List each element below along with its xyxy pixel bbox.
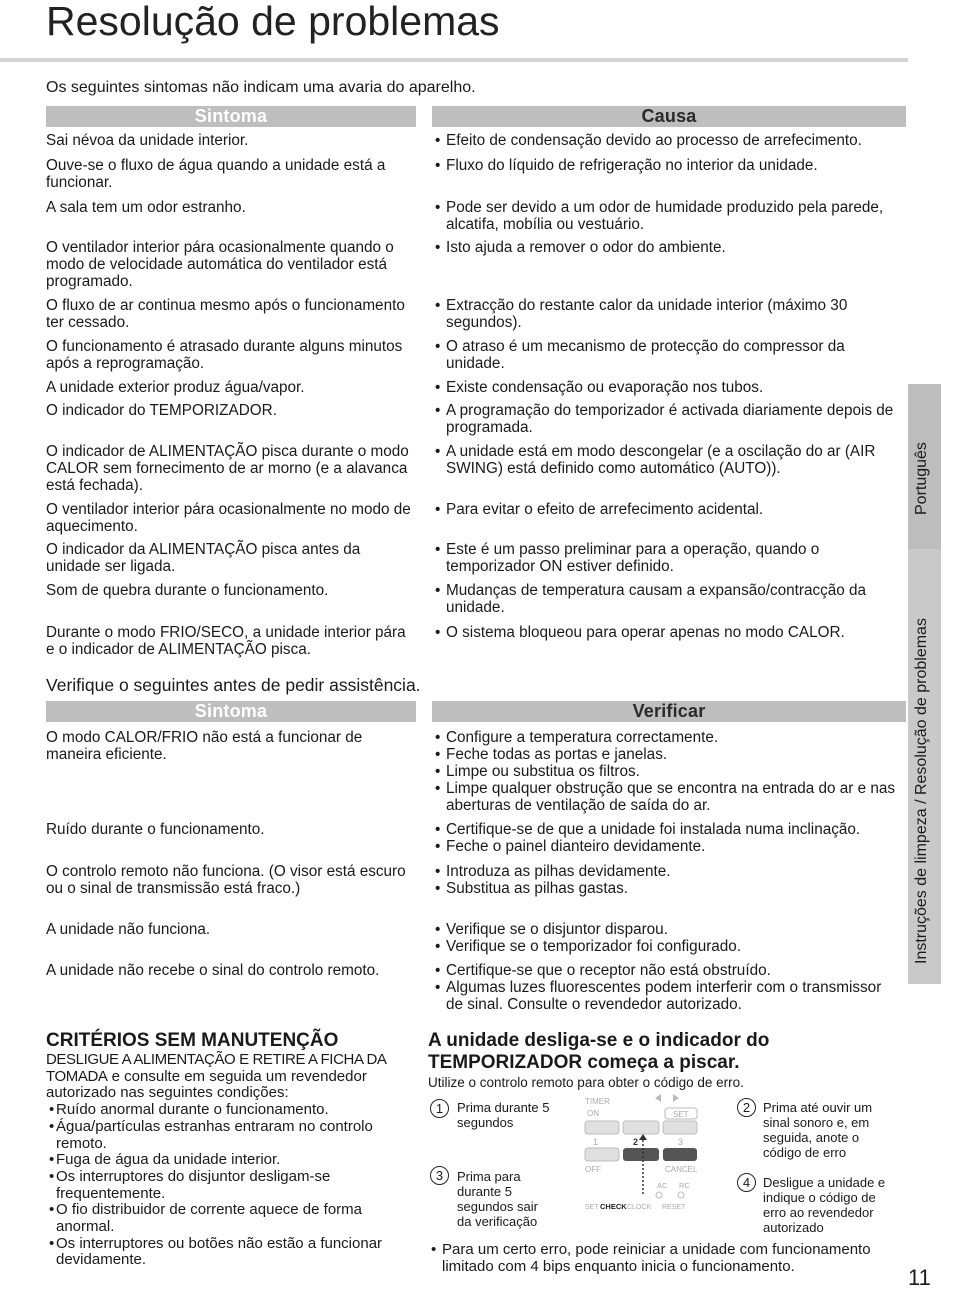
symptom-text: O funcionamento é atrasado durante alguns minutos após a reprogramação.: [46, 338, 403, 372]
remote-key-3: [663, 1121, 697, 1134]
criteria-item: • Os interruptores do disjuntor desligam-se frequentemente.: [46, 1169, 391, 1202]
check-item: • Certifique-se que o receptor não está obstruído.: [432, 962, 902, 979]
remote-key-3-label: 3: [678, 1137, 684, 1147]
remote-key-1-label: 1: [593, 1137, 599, 1147]
step-2-text: Prima até ouvir um sinal sonoro e, em seguida, anote o código de erro: [763, 1100, 873, 1160]
symptom-text: O indicador de ALIMENTAÇÃO pisca durante o modo CALOR sem fornecimento de ar morno (e a alavanca está fechada).: [46, 443, 409, 494]
remote-cancel-label: CANCEL: [665, 1165, 698, 1174]
error-title: A unidade desliga-se e o indicador do TEMPORIZADOR começa a piscar.: [428, 1030, 770, 1073]
remote-key-off: [585, 1148, 619, 1161]
symptom-text: Ouve-se o fluxo de água quando a unidade está a funcionar.: [46, 157, 386, 191]
cause-item: • Efeito de condensação devido ao processo de arrefecimento.: [432, 132, 902, 149]
symptom-header: Sintoma: [46, 106, 416, 127]
remote-reset-label: RESET: [662, 1204, 686, 1211]
cause-item: • O sistema bloqueou para operar apenas no modo CALOR.: [432, 624, 902, 641]
sidebar-section: Instruções de limpeza / Resolução de problemas: [913, 618, 930, 964]
symptom-text: Durante o modo FRIO/SECO, a unidade interior pára e o indicador de ALIMENTAÇÃO pisca.: [46, 624, 406, 658]
step-3-text: Prima para durante 5 segundos sair da verificação: [457, 1169, 538, 1229]
symptom-text: A unidade exterior produz água/vapor.: [46, 379, 305, 396]
symptom-text: A unidade não recebe o sinal do controlo remoto.: [46, 962, 380, 979]
check-header: Verificar: [432, 701, 906, 722]
criteria-item: • O fio distribuidor de corrente aquece de forma anormal.: [46, 1202, 391, 1235]
error-note-item: • Para um certo erro, pode reiniciar a unidade com funcionamento limitado com 4 bips enquanto inicia o funcionamento.: [428, 1241, 898, 1275]
remote-key-1: [585, 1121, 619, 1134]
remote-clock-label: CLOCK: [627, 1204, 652, 1211]
criteria-item: • Fuga de água da unidade interior.: [46, 1152, 391, 1169]
criteria-item: • Ruído anormal durante o funcionamento.: [46, 1102, 391, 1119]
cause-item: • O atraso é um mecanismo de protecção do compressor da unidade.: [432, 338, 902, 372]
check-item: • Configure a temperatura correctamente.: [432, 729, 902, 746]
remote-rc-button: [678, 1192, 684, 1198]
cause-item: • Este é um passo preliminar para a operação, quando o temporizador ON estiver definido.: [432, 541, 902, 575]
check-item: • Verifique se o temporizador foi configurado.: [432, 938, 902, 955]
remote-on-label: ON: [587, 1109, 599, 1118]
troubleshooting-table: [46, 106, 906, 666]
step-4-text: Desligue a unidade e indique o código de erro ao revendedor autorizado: [763, 1175, 886, 1235]
check-item: • Limpe ou substitua os filtros.: [432, 763, 902, 780]
remote-rc-label: RC: [679, 1181, 690, 1190]
check-item: • Verifique se o disjuntor disparou.: [432, 921, 902, 938]
symptom-text: O modo CALOR/FRIO não está a funcionar de maneira eficiente.: [46, 729, 363, 763]
remote-ac-label: AC: [657, 1181, 668, 1190]
check-section-title: Verifique o seguintes antes de pedir assistência.: [46, 675, 421, 695]
criteria-intro-caps: DESLIGUE A ALIMENTAÇÃO E RETIRE A FICHA DA TOMADA: [46, 1051, 386, 1085]
page-number: 11: [908, 1265, 931, 1290]
check-item: • Feche o painel dianteiro devidamente.: [432, 838, 902, 855]
cause-item: • Pode ser devido a um odor de humidade produzido pela parede, alcatifa, mobília ou vestuário.: [432, 199, 902, 233]
step-3-number: 3: [430, 1166, 449, 1185]
step-1-text: Prima durante 5 segundos: [457, 1100, 550, 1130]
title-divider: [0, 58, 908, 62]
symptom-text: O controlo remoto não funciona. (O visor está escuro ou o sinal de transmissão está fraco.): [46, 863, 406, 897]
remote-dark-key-2: [623, 1148, 659, 1161]
symptom-text: O fluxo de ar continua mesmo após o funcionamento ter cessado.: [46, 297, 405, 331]
remote-key-2: [623, 1121, 659, 1134]
remote-dark-key-3: [663, 1148, 697, 1161]
checklist-table: [46, 701, 906, 1021]
error-note: [428, 1241, 898, 1275]
criteria-intro: [46, 1052, 391, 1102]
check-item: • Introduza as pilhas devidamente.: [432, 863, 902, 880]
symptom-text: Sai névoa da unidade interior.: [46, 132, 249, 149]
cause-item: • A programação do temporizador é activada diariamente depois de programada.: [432, 402, 902, 436]
cause-item: • Fluxo do líquido de refrigeração no interior da unidade.: [432, 157, 902, 174]
remote-key-2-label: 2: [633, 1137, 639, 1147]
criteria-body: [46, 1052, 391, 1269]
cause-item: • Mudanças de temperatura causam a expansão/contracção da unidade.: [432, 582, 902, 616]
symptom-text: Ruído durante o funcionamento.: [46, 821, 265, 838]
remote-off-label: OFF: [585, 1165, 601, 1174]
cause-item: • Extracção do restante calor da unidade interior (máximo 30 segundos).: [432, 297, 902, 331]
check-item: • Certifique-se de que a unidade foi instalada numa inclinação.: [432, 821, 902, 838]
symptom-text: O ventilador interior pára ocasionalmente no modo de aquecimento.: [46, 501, 411, 535]
remote-control-illustration: [573, 1094, 725, 1212]
symptom-text: A unidade não funciona.: [46, 921, 211, 938]
page-title: Resolução de problemas: [46, 0, 500, 44]
check-item: • Substitua as pilhas gastas.: [432, 880, 902, 897]
check-item: • Feche todas as portas e janelas.: [432, 746, 902, 763]
criteria-item: • Água/partículas estranhas entraram no controlo remoto.: [46, 1119, 391, 1152]
symptom-header: Sintoma: [46, 701, 416, 722]
error-subtitle: Utilize o controlo remoto para obter o código de erro.: [428, 1075, 744, 1090]
symptom-text: Som de quebra durante o funcionamento.: [46, 582, 329, 599]
remote-check-label: CHECK: [600, 1202, 627, 1211]
check-item: • Limpe qualquer obstrução que se encontra na entrada do ar e nas aberturas de ventilação de saída do ar.: [432, 780, 902, 814]
remote-set-label: SET: [673, 1110, 689, 1119]
symptom-text: O indicador da ALIMENTAÇÃO pisca antes da unidade ser ligada.: [46, 541, 361, 575]
remote-timer-label: TIMER: [585, 1097, 610, 1106]
remote-set2-label: SET: [585, 1204, 599, 1211]
cause-header: Causa: [432, 106, 906, 127]
cause-item: • A unidade está em modo descongelar (e a oscilação do ar (AIR SWING) está definido como automático (AUTO)).: [432, 443, 902, 477]
criteria-intro-rest: e consulte em seguida um revendedor autorizado nas seguintes condições:: [46, 1067, 367, 1102]
cause-item: • Isto ajuda a remover o odor do ambiente.: [432, 239, 902, 256]
remote-ac-button: [656, 1192, 662, 1198]
check-item: • Algumas luzes fluorescentes podem interferir com o transmissor de sinal. Consulte o revendedor autorizado.: [432, 979, 902, 1013]
cause-item: • Para evitar o efeito de arrefecimento acidental.: [432, 501, 902, 518]
step-1-number: 1: [430, 1099, 449, 1118]
criteria-title: CRITÉRIOS SEM MANUTENÇÃO: [46, 1030, 339, 1051]
step-4-number: 4: [737, 1173, 756, 1192]
cause-item: • Existe condensação ou evaporação nos tubos.: [432, 379, 902, 396]
symptom-text: O indicador do TEMPORIZADOR.: [46, 402, 277, 419]
criteria-item: • Os interruptores ou botões não estão a funcionar devidamente.: [46, 1236, 391, 1269]
sidebar-language: Português: [913, 442, 930, 515]
step-2-number: 2: [737, 1098, 756, 1117]
symptom-text: A sala tem um odor estranho.: [46, 199, 246, 216]
symptom-text: O ventilador interior pára ocasionalmente quando o modo de velocidade automática do ventilador está programado.: [46, 239, 394, 290]
intro-text: Os seguintes sintomas não indicam uma avaria do aparelho.: [46, 79, 476, 96]
